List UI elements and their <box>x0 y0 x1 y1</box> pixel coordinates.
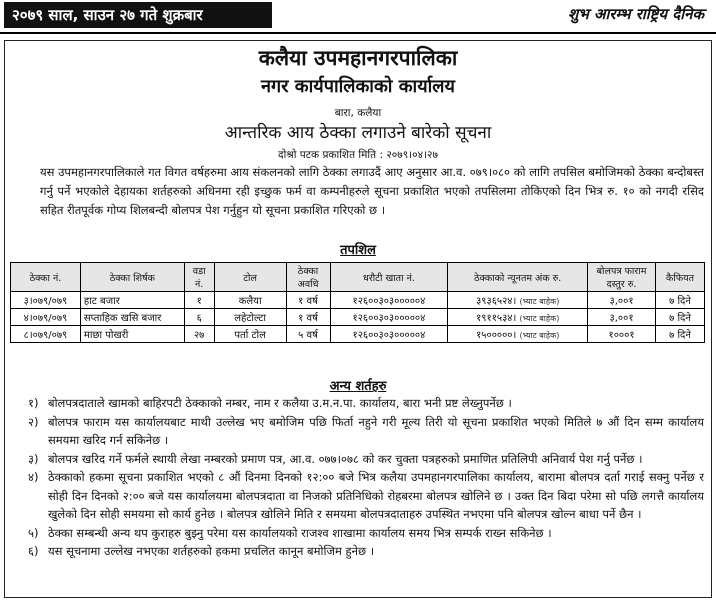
term-text: बोलपत्रदाताले खामको बाहिरपटी ठेक्काको नम्बर, नाम र कलैया उ.म.न.पा. कार्यालय, बारा भनी प्रष्ट लेख्नुपर्नेछ । <box>48 396 512 410</box>
amount-value: ३९३६५२४। <box>476 296 517 307</box>
table-row <box>11 326 705 343</box>
cell-account: १२६००३०३०००००४ <box>330 309 448 326</box>
term-text: बोलपत्र फाराम यस कार्यालयबाट माथी उल्लेख भए बमोजिम पछि फिर्ता नहुने गरी मूल्य तिरी यो सूचना प्रकाशित भएको मितिले ७ औं दिन सम्म कार्यालय समयमा खरिद गर्न सकिनेछ । <box>48 414 704 447</box>
publication-date: २०७९ साल, साउन २७ गते शुक्रबार <box>4 2 272 28</box>
cell-tole: पर्ता टोल <box>214 326 286 343</box>
term-item <box>28 450 704 469</box>
cell-ward: २७ <box>184 326 214 343</box>
office-address: बारा, कलैया <box>334 107 382 119</box>
cell-form-fee: १०००१ <box>588 326 656 343</box>
col-header-form-fee: बोलपत्र फाराम दस्तुर रु. <box>588 263 656 292</box>
cell-contract-no: ८।०७९/०७९ <box>11 326 81 343</box>
cell-ward: ६ <box>184 309 214 326</box>
tender-table <box>10 262 705 343</box>
cell-period: ५ वर्ष <box>286 326 330 343</box>
term-number: ६) <box>28 544 39 558</box>
term-item <box>28 524 704 543</box>
cell-remark: ७ दिने <box>655 292 704 309</box>
vat-note: (भ्याट बाहेक) <box>519 297 560 306</box>
cell-form-fee: ३,००१ <box>588 309 656 326</box>
cell-form-fee: ३,००१ <box>588 292 656 309</box>
notice-title: आन्तरिक आय ठेक्का लगाउने बारेको सूचना <box>224 123 492 143</box>
cell-remark: ७ दिने <box>655 309 704 326</box>
terms-list <box>28 394 704 561</box>
cell-tole: कलैया <box>214 292 286 309</box>
cell-contract-no: ४।०७९/०७९ <box>11 309 81 326</box>
term-item <box>28 468 704 524</box>
cell-ward: १ <box>184 292 214 309</box>
term-text: ठेक्काको हकमा सूचना प्रकाशित भएको ८ औं दिनमा दिनको १२:०० बजे भित्र कलैया उपमहानगरपालिका कार्यालय, बारामा बोलपत्र दर्ता गराई सक्नु पर्नेछ र सोही दिन दिनको २:०० बजे यस कार्यालयमा बोलपत्रदाता वा निजको प्रतिनिधिको रोहबरमा बोलपत्र खोलिने छ । उक्त दिन बिदा परेमा सो पछि लगत्तै कार्यालय खुलेको दिन सोही समयमा सो कार्य हुनेछ । बोलपत्र खोलिने मिति र समयमा बोलपत्रदाताहरु उपस्थित नभएमा पनि बोलपत्र खोल्न बाधा पर्ने छैन । <box>48 470 704 521</box>
amount-value: १९११५३४। <box>476 313 517 324</box>
term-number: ३) <box>28 451 39 466</box>
term-number: १) <box>28 396 39 410</box>
cell-remark: ७ दिने <box>655 326 704 343</box>
vat-note: (भ्याट बाहेक) <box>519 331 560 340</box>
col-header-min-amount: ठेक्काको न्यूनतम अंक रु. <box>448 263 588 292</box>
cell-period: १ वर्ष <box>286 292 330 309</box>
term-number: २) <box>28 414 39 429</box>
cell-tole: लहेटोल्टा <box>214 309 286 326</box>
cell-contract-no: ३।०७९/०७९ <box>11 292 81 309</box>
newspaper-header <box>0 0 716 34</box>
vat-note: (भ्याट बाहेक) <box>519 314 560 323</box>
table-row <box>11 292 705 309</box>
term-item <box>28 394 704 413</box>
table-row <box>11 309 705 326</box>
term-item <box>28 413 704 450</box>
newspaper-name: शुभ आरम्भ राष्ट्रिय दैनिक <box>568 5 704 23</box>
term-text: यस सूचनामा उल्लेख नभएका शर्तहरुको हकमा प्रचलित कानून बमोजिम हुनेछ । <box>48 544 375 558</box>
cell-amount <box>448 326 588 343</box>
col-header-remark: कैफियत <box>655 263 704 292</box>
col-header-ward: वडा नं. <box>184 263 214 292</box>
office-name: कलैया उपमहानगरपालिका <box>258 46 458 70</box>
cell-amount <box>448 309 588 326</box>
terms-heading: अन्य शर्तहरु <box>329 379 387 394</box>
col-header-contract-no: ठेक्का नं. <box>11 263 81 292</box>
term-item <box>28 542 704 561</box>
term-number: ५) <box>28 525 39 540</box>
intro-paragraph: यस उपमहानगरपालिकाले गत विगत वर्षहरुमा आय संकलनको लागि ठेक्का लगाउदैं आए अनुसार आ.व. ०७९।०८० को लागि तपसिल बमोजिमको ठेक्का बन्दोबस्त गर्नु पर्ने भएकोले देहायका शर्तहरुको अधिनमा रही इच्छुक फर्म वा कम्पनीहरुले सूचना प्रकाशित भएको तपसिलमा तोकिएको दिन भित्र रु. १० को नगदी रसिद सहित रीतपूर्वक गोप्य शिलबन्दी बोलपत्र पेश गर्नुहुन यो सूचना प्रकाशित गरिएको छ । <box>40 165 704 217</box>
cell-period: १ वर्ष <box>286 309 330 326</box>
cell-account: १२६००३०३०००००४ <box>330 326 448 343</box>
col-header-period: ठेक्का अवधि <box>286 263 330 292</box>
office-subtitle: नगर कार्यपालिकाको कार्यालय <box>261 76 455 97</box>
term-text: ठेक्का सम्बन्धी अन्य थप कुराहरु बुझ्नु परेमा यस कार्यालयको राजश्व शाखामा कार्यालय समय भित्र सम्पर्क राख्न सकिनेछ । <box>48 525 552 540</box>
publish-date: दोश्रो पटक प्रकाशित मिति : २०७९।०४।२७ <box>278 149 438 161</box>
table-heading: तपशिल <box>340 243 376 258</box>
col-header-account: धरौटी खाता नं. <box>330 263 448 292</box>
table-header-row <box>11 263 705 292</box>
col-header-tole: टोल <box>214 263 286 292</box>
cell-amount <box>448 292 588 309</box>
term-number: ४) <box>28 470 39 484</box>
term-text: बोलपत्र खरिद गर्ने फर्मले स्थायी लेखा नम्बरको प्रमाण पत्र, आ.व. ०७७।०७८ को कर चुक्ता पत्रहरुको प्रमाणित प्रतिलिपी अनिवार्य पेश गर्नु पर्नेछ । <box>48 451 643 466</box>
amount-value: १५०००००। <box>476 330 517 341</box>
cell-title: सप्ताहिक खसि बजार <box>80 309 184 326</box>
cell-title: माछा पोखरी <box>80 326 184 343</box>
cell-title: हाट बजार <box>80 292 184 309</box>
col-header-title: ठेक्का शिर्षक <box>80 263 184 292</box>
cell-account: १२६००३०३०००००४ <box>330 292 448 309</box>
